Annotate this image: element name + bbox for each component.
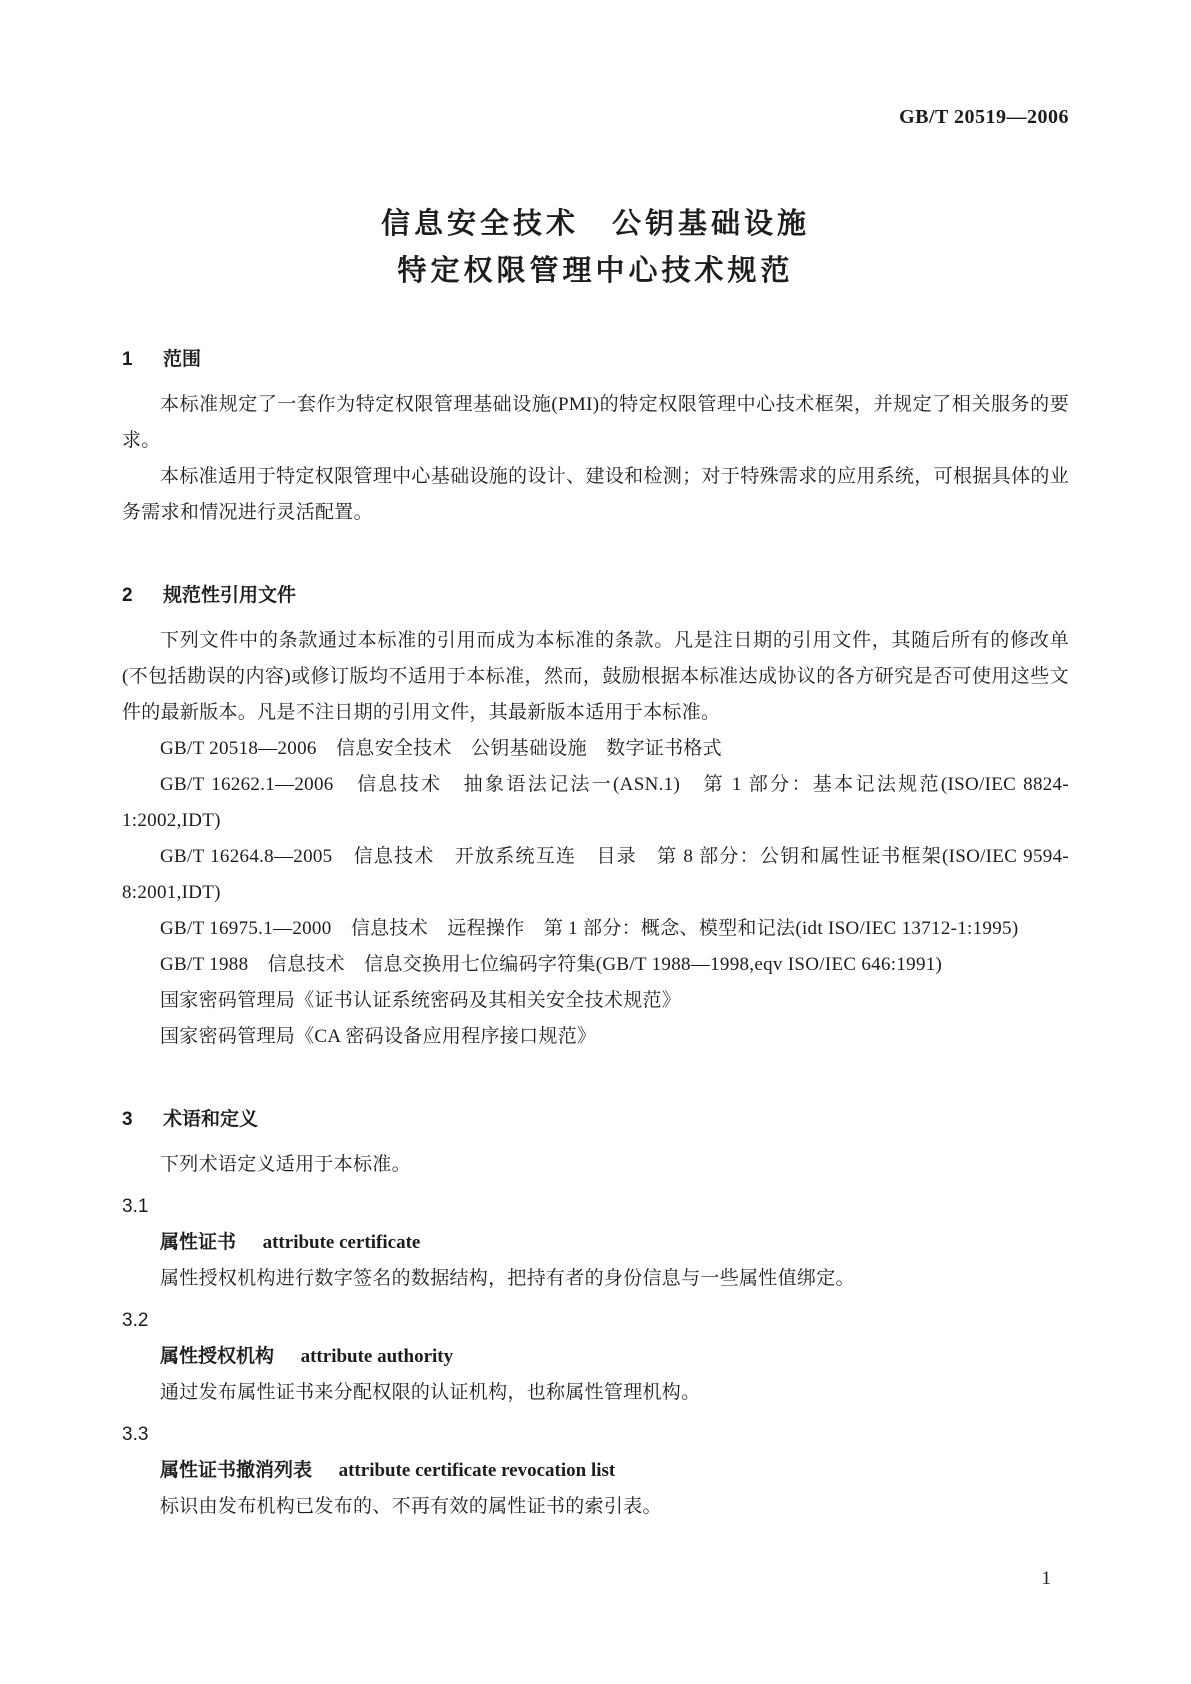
page-number: 1 xyxy=(1041,1568,1051,1589)
term-name-en: attribute authority xyxy=(300,1346,454,1367)
term-definition: 标识由发布机构已发布的、不再有效的属性证书的索引表。 xyxy=(160,1496,662,1517)
document-title xyxy=(122,201,1069,295)
paragraph: 下列文件中的条款通过本标准的引用而成为本标准的条款。凡是注日期的引用文件，其随后所有的修改单(不包括勘误的内容)或修订版均不适用于本标准，然而，鼓励根据本标准达成协议的各方研究是否可使用这些文件的最新版本。凡是不注日期的引用文件，其最新版本适用于本标准。 xyxy=(122,630,1069,723)
section-number: 3 xyxy=(122,1109,133,1130)
term-name-zh: 属性授权机构 xyxy=(160,1346,275,1367)
term-name-en: attribute certificate revocation list xyxy=(338,1460,616,1481)
section-number: 1 xyxy=(122,349,133,370)
term-name-en: attribute certificate xyxy=(262,1232,421,1253)
reference-item: GB/T 20518—2006 信息安全技术 公钥基础设施 数字证书格式 xyxy=(160,738,722,759)
paragraph: 本标准规定了一套作为特定权限管理基础设施(PMI)的特定权限管理中心技术框架，并规定了相关服务的要求。 xyxy=(122,394,1069,451)
term-definition: 通过发布属性证书来分配权限的认证机构，也称属性管理机构。 xyxy=(160,1382,701,1403)
header-doc-number: GB/T 20519—2006 xyxy=(899,106,1069,128)
section-title: 规范性引用文件 xyxy=(162,585,296,606)
paragraph: 本标准适用于特定权限管理中心基础设施的设计、建设和检测；对于特殊需求的应用系统，可根据具体的业务需求和情况进行灵活配置。 xyxy=(122,466,1069,523)
section-number: 2 xyxy=(122,585,133,606)
reference-item: 国家密码管理局《证书认证系统密码及其相关安全技术规范》 xyxy=(160,990,682,1011)
reference-item: GB/T 16262.1—2006 信息技术 抽象语法记法一(ASN.1) 第 1 部分：基本记法规范(ISO/IEC 8824-1:2002,IDT) xyxy=(122,774,1069,831)
term-entry xyxy=(122,1417,1069,1525)
term-number: 3.1 xyxy=(122,1196,149,1217)
term-definition: 属性授权机构进行数字签名的数据结构，把持有者的身份信息与一些属性值绑定。 xyxy=(160,1268,855,1289)
term-title xyxy=(122,1453,1069,1489)
document-title-line1: 信息安全技术 公钥基础设施 xyxy=(380,208,810,240)
reference-item: GB/T 16264.8—2005 信息技术 开放系统互连 目录 第 8 部分：公钥和属性证书框架(ISO/IEC 9594-8:2001,IDT) xyxy=(122,846,1069,903)
term-entry xyxy=(122,1303,1069,1411)
section-title: 术语和定义 xyxy=(162,1109,258,1130)
reference-item: GB/T 16975.1—2000 信息技术 远程操作 第 1 部分：概念、模型和记法(idt ISO/IEC 13712-1:1995) xyxy=(160,918,1019,939)
section-heading-terms-definitions xyxy=(122,1107,1069,1133)
term-name-zh: 属性证书撤消列表 xyxy=(160,1460,313,1481)
term-number: 3.2 xyxy=(122,1310,149,1331)
reference-item: GB/T 1988 信息技术 信息交换用七位编码字符集(GB/T 1988—1998,eqv ISO/IEC 646:1991) xyxy=(160,954,943,975)
term-entry xyxy=(122,1189,1069,1297)
section-title: 范围 xyxy=(162,349,201,370)
section-heading-scope xyxy=(122,347,1069,373)
document-title-line2: 特定权限管理中心技术规范 xyxy=(397,255,794,287)
paragraph: 下列术语定义适用于本标准。 xyxy=(160,1154,411,1175)
section-heading-normative-references xyxy=(122,583,1069,609)
term-number: 3.3 xyxy=(122,1424,149,1445)
reference-item: 国家密码管理局《CA 密码设备应用程序接口规范》 xyxy=(160,1026,597,1047)
term-title xyxy=(122,1225,1069,1261)
term-name-zh: 属性证书 xyxy=(160,1232,237,1253)
term-title xyxy=(122,1339,1069,1375)
